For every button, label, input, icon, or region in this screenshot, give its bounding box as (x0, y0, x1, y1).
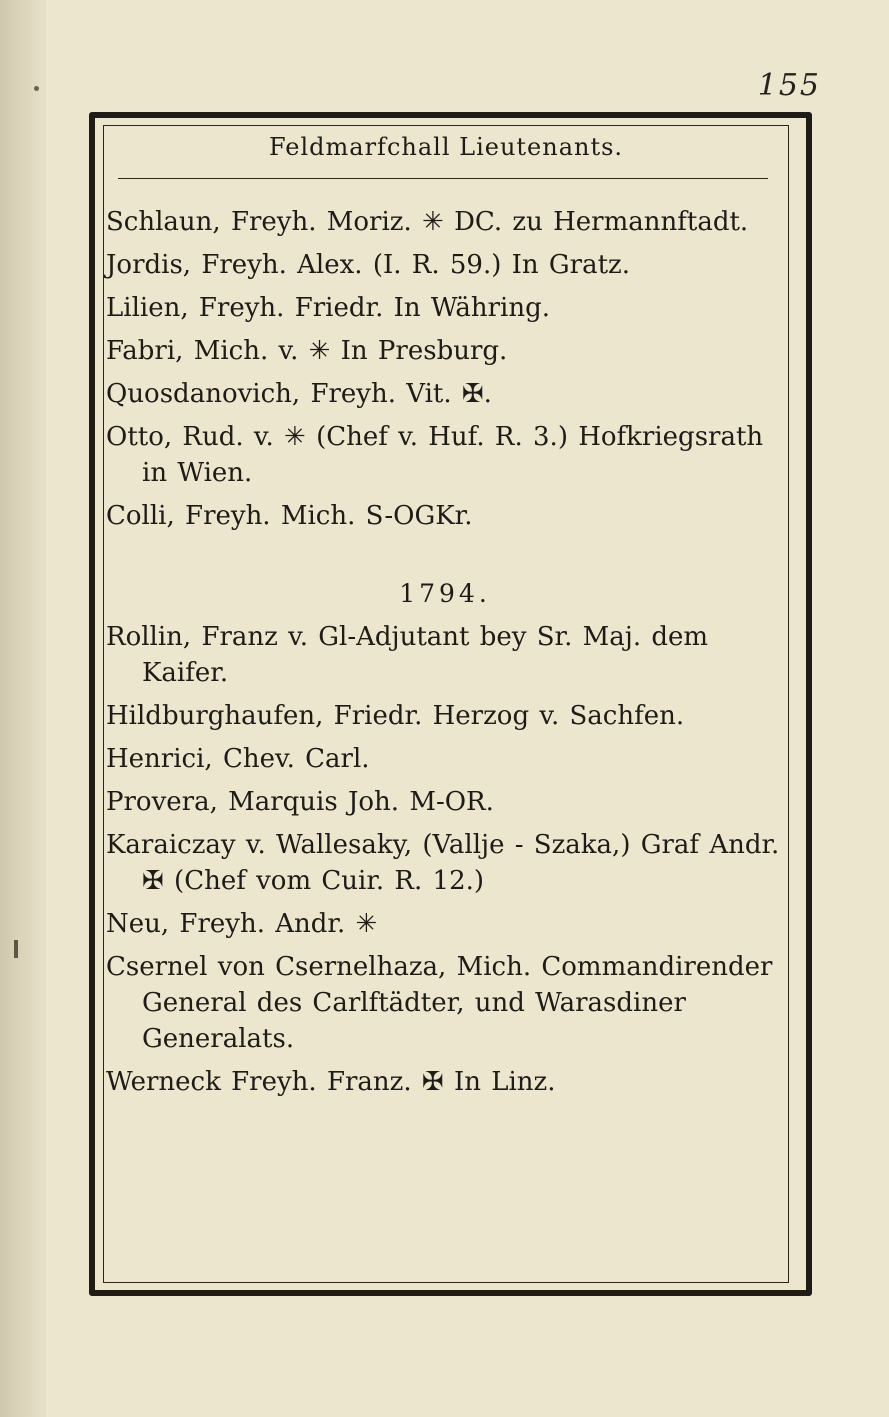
list-item: Hildburghaufen, Friedr. Herzog v. Sachfen. (106, 701, 685, 731)
list-item: Csernel von Csernelhaza, Mich. Commandirender General des Carlftädter, und Warasdiner Generalats. (106, 952, 773, 1054)
year-heading: 1794. (399, 579, 491, 608)
list-item: Karaiczay v. Wallesaky, (Vallje - Szaka,) Graf Andr. ✠ (Chef vom Cuir. R. 12.) (106, 830, 780, 896)
list-item: Colli, Freyh. Mich. S-OGKr. (106, 501, 473, 531)
list-item: Rollin, Franz v. Gl-Adjutant bey Sr. Maj. dem Kaifer. (106, 622, 709, 688)
section-title: Feldmarfchall Lieutenants. (268, 133, 624, 161)
list-item: Neu, Freyh. Andr. ✳ (106, 909, 378, 939)
header-rule (118, 178, 768, 179)
page-speck (34, 86, 39, 91)
list-item: Fabri, Mich. v. ✳ In Presburg. (106, 336, 508, 366)
page-number: 155 (757, 68, 821, 103)
list-item: Provera, Marquis Joh. M-OR. (106, 787, 494, 817)
list-item: Otto, Rud. v. ✳ (Chef v. Huf. R. 3.) Hofkriegsrath in Wien. (106, 422, 764, 488)
list-item: Werneck Freyh. Franz. ✠ In Linz. (106, 1067, 556, 1097)
entry-list (106, 204, 784, 1107)
book-spine-edge (0, 0, 46, 1417)
list-item: Lilien, Freyh. Friedr. In Währing. (106, 293, 550, 323)
list-item: Henrici, Chev. Carl. (106, 744, 370, 774)
list-item: Quosdanovich, Freyh. Vit. ✠. (106, 379, 492, 409)
list-item: Jordis, Freyh. Alex. (I. R. 59.) In Gratz. (106, 250, 631, 280)
list-item: Schlaun, Freyh. Moriz. ✳ DC. zu Hermannftadt. (106, 207, 749, 237)
page-mark (14, 940, 18, 958)
